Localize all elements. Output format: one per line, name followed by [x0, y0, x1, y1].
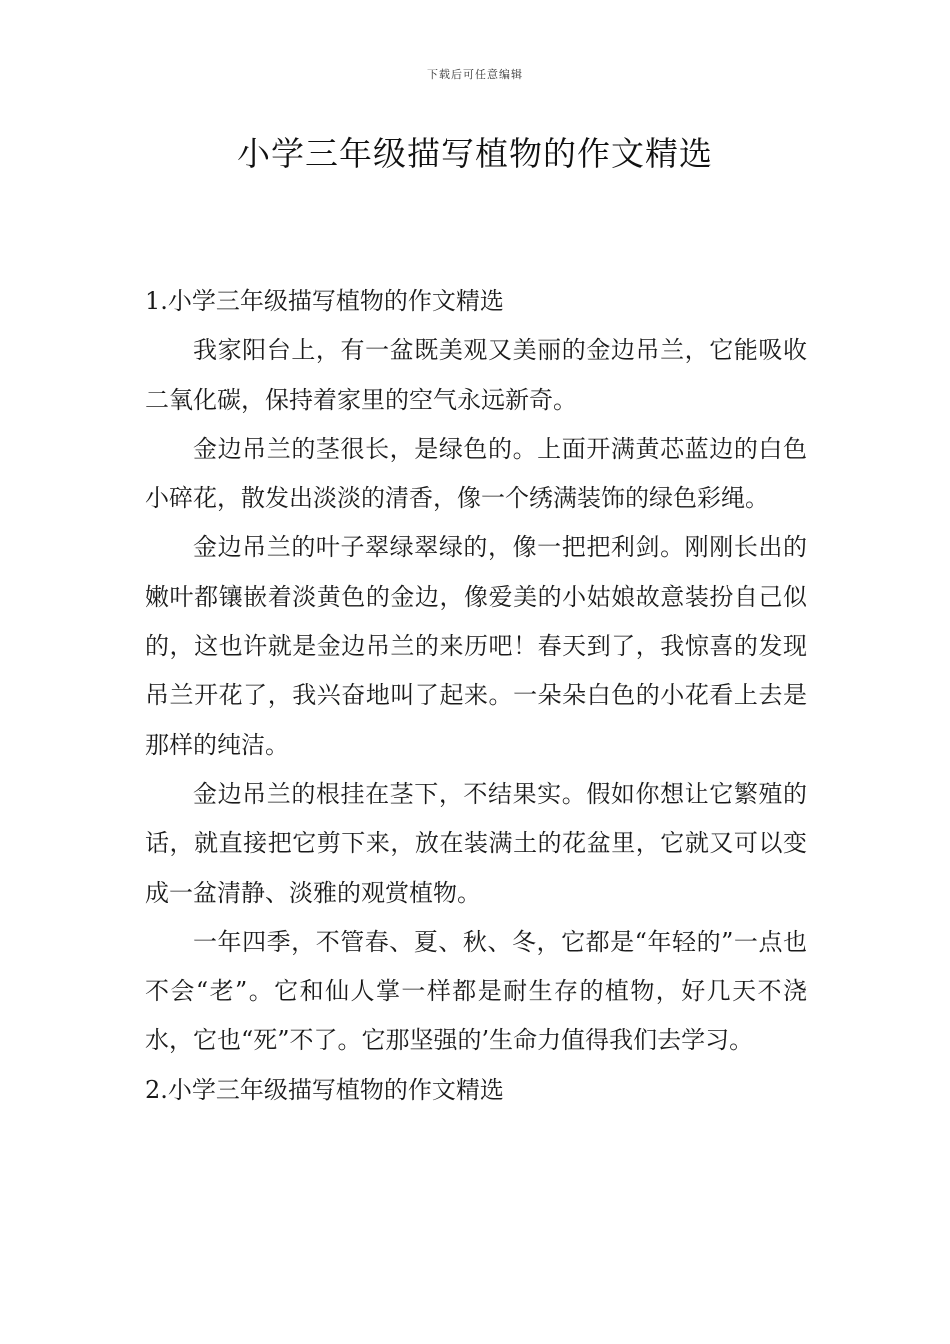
section-heading-2: 2.小学三年级描写植物的作文精选 — [145, 1075, 504, 1104]
paragraph: 我家阳台上，有一盆既美观又美丽的金边吊兰，它能吸收二氧化碳，保持着家里的空气永远新奇。 — [145, 336, 807, 414]
page-title: 小学三年级描写植物的作文精选 — [237, 134, 713, 173]
article-body — [145, 277, 807, 1115]
paragraph: 金边吊兰的茎很长，是绿色的。上面开满黄芯蓝边的白色小碎花，散发出淡淡的清香，像一个绣满装饰的绿色彩绳。 — [145, 434, 807, 513]
header-note: 下载后可任意编辑 — [427, 68, 523, 81]
paragraph: 金边吊兰的根挂在茎下，不结果实。假如你想让它繁殖的话，就直接把它剪下来，放在装满土的花盆里，它就又可以变成一盆清静、淡雅的观赏植物。 — [145, 779, 807, 907]
paragraph: 金边吊兰的叶子翠绿翠绿的，像一把把利剑。刚刚长出的嫩叶都镶嵌着淡黄色的金边，像爱美的小姑娘故意装扮自己似的，这也许就是金边吊兰的来历吧！春天到了，我惊喜的发现吊兰开花了，我兴奋地叫了起来。一朵朵白色的小花看上去是那样的纯洁。 — [145, 533, 807, 759]
paragraph: 一年四季，不管春、夏、秋、冬，它都是“年轻的”一点也不会“老”。它和仙人掌一样都是耐生存的植物，好几天不浇水，它也“死”不了。它那坚强的’生命力值得我们去学习。 — [145, 927, 807, 1055]
section-heading-1: 1.小学三年级描写植物的作文精选 — [145, 287, 504, 315]
